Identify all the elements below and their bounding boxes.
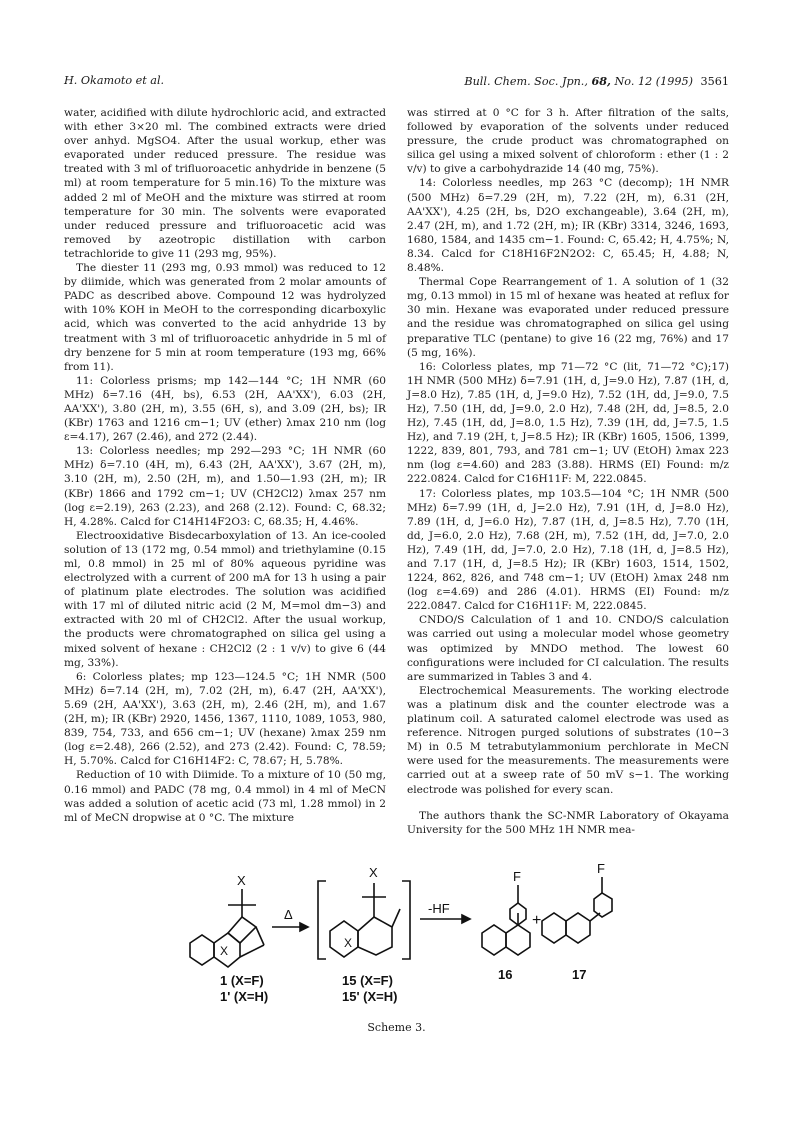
scheme-caption: Scheme 3. [367,1021,426,1034]
paragraph: was stirred at 0 °C for 3 h. After filtration of the salts, followed by evaporation of the solvents under reduced pressure, the crude product was chromatographed on silica gel using a mixed solvent of chloroform : ether (1 : 2 v/v) to give a carbohydrazide 14 (40 mg, 75%). [407,107,729,176]
paragraph: 14: Colorless needles, mp 263 °C (decomp); 1H NMR (500 MHz) δ=7.29 (2H, m), 7.22 (2H, m), 6.31 (2H, AA'XX'), 4.25 (2H, bs, D2O exchangeable), 3.64 (2H, m), 2.47 (2H, m), and 1.72 (2H, m); IR (KBr) 3314, 3246, 1693, 1680, 1584, and 1435 cm−1. Found: C, 65.42; H, 4.75%; N, 8.34. Calcd for C18H16F2N2O2: C, 65.45; H, 4.88; N, 8.48%. [407,177,729,275]
reaction-scheme [180,855,620,1005]
arrow-label-hf: -HF [428,901,450,916]
paragraph: 17: Colorless plates, mp 103.5—104 °C; 1H NMR (500 MHz) δ=7.99 (1H, d, J=2.0 Hz), 7.91 (1H, d, J=8.0 Hz), 7.89 (1H, d, J=6.0 Hz), 7.87 (1H, d, J=8.5 Hz), 7.70 (1H, dd, J=6.0, 2.0 Hz), 7.68 (2H, m), 7.52 (1H, dd, J=7.0, 2.0 Hz), 7.49 (1H, dd, J=7.0, 2.0 Hz), 7.18 (1H, d, J=8.5 Hz), and 7.17 (1H, d, J=8.5 Hz); IR (KBr) 1603, 1514, 1502, 1224, 862, 826, and 748 cm−1; UV (EtOH) λmax 248 nm (log ε=4.69) and 286 (4.01). HRMS (EI) Found: m/z 222.0847. Calcd for C16H11F: M, 222.0845. [407,487,729,613]
left-column [64,106,386,825]
paragraph: water, acidified with dilute hydrochloric acid, and extracted with ether 3×20 ml. The combined extracts were dried over anhyd. MgSO4. After the usual workup, ether was evaporated under reduced pressure. The residue was treated with 3 ml of trifluoroacetic anhydride in benzene (5 ml) at room temperature for 5 min.16) To the mixture was added 2 ml of MeOH and the mixture was stirred at room temperature for 30 min. The solvents were evaporated under reduced pressure and trifluoroacetic acid was removed by azeotropic distillation with carbon tetrachloride to give 11 (293 mg, 95%). [64,107,386,260]
compound-label: 15' (X=H) [342,989,398,1004]
paragraph: The diester 11 (293 mg, 0.93 mmol) was reduced to 12 by diimide, which was generated from 2 molar amounts of PADC as described above. Compound 12 was hydrolyzed with 10% KOH in MeOH to the corresponding dicarboxylic acid, which was converted to the acid anhydride 13 by treatment with 3 ml of trifluoroacetic anhydride in 5 ml of dry benzene for 5 min at room temperature (193 mg, 66% from 11). [64,262,386,373]
atom-label: F [597,861,605,876]
journal-issue: No. 12 (1995) [614,75,693,88]
atom-label: X [369,865,378,880]
journal-volume: 68, [591,74,611,88]
atom-label: X [237,873,246,888]
right-column [407,106,729,837]
compound-15-structure [330,883,400,957]
arrow-label-heat: Δ [284,907,293,922]
paragraph: 16: Colorless plates, mp 71—72 °C (lit, 71—72 °C);17) 1H NMR (500 MHz) δ=7.91 (1H, d, J=9.0 Hz), 7.87 (1H, d, J=8.0 Hz), 7.85 (1H, d, J=9.0 Hz), 7.52 (1H, dd, J=9.0, 7.5 Hz), 7.50 (1H, dd, J=9.0, 2.0 Hz), 7.48 (2H, dd, J=8.5, 2.0 Hz), 7.45 (1H, dd, J=8.0, 1.5 Hz), 7.39 (1H, dd, J=7.5, 1.5 Hz), and 7.19 (2H, t, J=8.5 Hz); IR (KBr) 1605, 1506, 1399, 1222, 839, 801, 793, and 781 cm−1; UV (EtOH) λmax 223 nm (log ε=4.60) and 283 (3.88). HRMS (EI) Found: m/z 222.0824. Calcd for C16H11F: M, 222.0845. [407,360,729,486]
paragraph: 6: Colorless plates; mp 123—124.5 °C; 1H NMR (500 MHz) δ=7.14 (2H, m), 7.02 (2H, m), 6.47 (2H, AA'XX'), 5.69 (2H, AA'XX'), 3.63 (2H, m), 2.46 (2H, m), and 1.67 (2H, m); IR (KBr) 2920, 1456, 1367, 1110, 1089, 1053, 980, 839, 754, 733, and 656 cm−1; UV (hexane) λmax 259 nm (log ε=2.48), 266 (2.52), and 273 (2.42). Found: C, 78.59; H, 5.70%. Calcd for C16H14F2: C, 78.67; H, 5.78%. [64,670,386,768]
paragraph: Reduction of 10 with Diimide. To a mixture of 10 (50 mg, 0.16 mmol) and PADC (78 mg, 0.4 mmol) in 4 ml of MeCN was added a solution of acetic acid (73 ml, 1.28 mmol) in 2 ml of MeCN dropwise at 0 °C. The mixture [64,769,386,824]
compound-label: 16 [498,967,513,982]
paragraph: Thermal Cope Rearrangement of 1. A solution of 1 (32 mg, 0.13 mmol) in 15 ml of hexane was heated at reflux for 30 min. Hexane was evaporated under reduced pressure and the residue was chromatographed on silica gel using preparative TLC (pentane) to give 16 (22 mg, 76%) and 17 (5 mg, 16%). [407,276,729,359]
compound-label: 17 [572,967,587,982]
atom-label: X [344,936,353,950]
compound-label: 1' (X=H) [220,989,269,1004]
paragraph: Electrochemical Measurements. The working electrode was a platinum disk and the counter electrode was a platinum coil. A saturated calomel electrode was used as reference. Nitrogen purged solutions of substrates (10−3 M) in 0.5 M tetrabutylammonium perchlorate in MeCN were used for the measurements. The measurements were carried out at a sweep rate of 50 mV s−1. The working electrode was polished for every scan. [407,684,729,796]
atom-label: F [513,869,521,884]
journal-name: Bull. Chem. Soc. Jpn., [464,75,588,88]
paragraph: Electrooxidative Bisdecarboxylation of 13. An ice-cooled solution of 13 (172 mg, 0.54 mmol) and triethylamine (0.15 ml, 0.8 mmol) in 25 ml of 80% aqueous pyridine was electrolyzed with a current of 200 mA for 13 h using a pair of platinum plate electrodes. The solution was acidified with 17 ml of diluted nitric acid (2 M, M=mol dm−3) and extracted with 20 ml of CH2Cl2. After the usual workup, the products were chromatographed on silica gel using a mixed solvent of hexane : CH2Cl2 (2 : 1 v/v) to give 6 (44 mg, 33%). [64,529,386,669]
running-head-authors: H. Okamoto et al. [64,74,165,87]
compound-17-structure [542,877,612,943]
paragraph: 11: Colorless prisms; mp 142—144 °C; 1H NMR (60 MHz) δ=7.16 (4H, bs), 6.53 (2H, AA'XX'), 6.03 (2H, AA'XX'), 3.80 (2H, m), 3.55 (6H, s), and 3.09 (2H, bs); IR (KBr) 1763 and 1216 cm−1; UV (ether) λmax 210 nm (log ε=4.17), 267 (2.46), and 272 (2.44). [64,374,386,444]
paragraph: 13: Colorless needles; mp 292—293 °C; 1H NMR (60 MHz) δ=7.10 (4H, m), 6.43 (2H, AA'XX'), 3.67 (2H, m), 3.10 (2H, m), 2.50 (2H, m), and 1.50—1.93 (2H, m); IR (KBr) 1866 and 1792 cm−1; UV (CH2Cl2) λmax 257 nm (log ε=2.19), 263 (2.23), and 268 (2.12). Found: C, 68.32; H, 4.28%. Calcd for C14H14F2O3: C, 68.35; H, 4.46%. [64,445,386,528]
acknowledgment: The authors thank the SC-NMR Laboratory of Okayama University for the 500 MHz 1H NMR mea- [407,809,729,836]
compound-label: 1 (X=F) [220,973,264,988]
running-head-journal [464,74,729,88]
compound-label: 15 (X=F) [342,973,393,988]
plus-sign: + [532,912,542,929]
compound-16-structure [482,885,530,955]
paragraph: CNDO/S Calculation of 1 and 10. CNDO/S calculation was carried out using a molecular model whose geometry was optimized by MNDO method. The lowest 60 configurations were included for CI calculation. The results are summarized in Tables 3 and 4. [407,614,729,683]
atom-label: X [220,944,229,958]
page-number: 3561 [700,75,729,88]
